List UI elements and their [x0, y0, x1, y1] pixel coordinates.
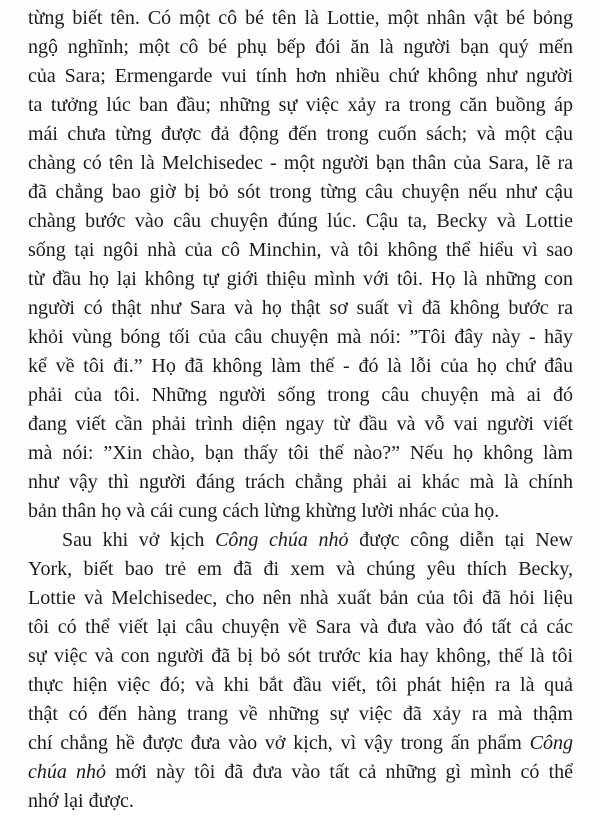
text-line — [28, 787, 573, 816]
text-line — [28, 62, 573, 91]
text-line — [28, 236, 573, 265]
text-segment: chí chẳng hề được đưa vào vở kịch, vì vậy trong ấn phẩm — [28, 732, 530, 754]
text-line — [28, 584, 573, 613]
text-line — [28, 207, 573, 236]
text-line — [28, 410, 573, 439]
text-segment: đang viết cần phải trình diện ngay từ đầu và vỗ vai người viết — [28, 413, 573, 435]
text-line — [28, 439, 573, 468]
text-segment: York, biết bao trẻ em đã đi xem và chúng yêu thích Becky, — [28, 558, 573, 580]
text-segment: kể về tôi đi.” Họ đã không làm thế - đó là lỗi của họ chứ đâu — [28, 355, 573, 377]
text-line — [28, 642, 573, 671]
text-line — [28, 497, 573, 526]
text-line — [28, 758, 573, 787]
text-segment: từ đầu họ lại không tự giới thiệu mình với tôi. Họ là những con — [28, 268, 573, 290]
text-segment: bản thân họ và cái cung cách lừng khừng lười nhác của họ. — [28, 500, 500, 522]
text-line — [28, 178, 573, 207]
text-segment: từng biết tên. Có một cô bé tên là Lottie, một nhân vật bé bỏng — [28, 7, 573, 29]
text-segment: người có thật như Sara và họ thật sơ suất vì đã không bước ra — [28, 297, 573, 319]
text-segment: thật có đến hàng trang về những sự việc đã xảy ra mà thậm — [28, 703, 573, 725]
text-segment: ta tưởng lúc ban đầu; những sự việc xảy ra trong căn buồng áp — [28, 94, 573, 116]
text-segment: khỏi vùng bóng tối của câu chuyện mà nói: ”Tôi đây này - hãy — [28, 326, 573, 348]
text-segment: ngộ nghĩnh; một cô bé phụ bếp đói ăn là người bạn quý mến — [28, 36, 573, 58]
text-segment: Sau khi vở kịch — [62, 529, 216, 551]
page-text — [28, 4, 573, 816]
text-segment: đã chẳng bao giờ bị bỏ sót trong từng câu chuyện nếu như cậu — [28, 181, 573, 203]
text-line — [28, 4, 573, 33]
text-segment: nhớ lại được. — [28, 790, 134, 812]
text-line — [28, 265, 573, 294]
text-segment: Lottie và Melchisedec, cho nên nhà xuất bản của tôi đã hỏi liệu — [28, 587, 573, 609]
text-segment: mái chưa từng được đả động đến trong cuốn sách; và một cậu — [28, 123, 573, 145]
text-line — [28, 729, 573, 758]
text-segment: như vậy thì người đáng trách chẳng phải ai khác mà là chính — [28, 471, 573, 493]
text-line — [28, 91, 573, 120]
text-line — [28, 468, 573, 497]
text-segment: mới này tôi đã đưa vào tất cả những gì mình có thể — [106, 761, 573, 783]
text-line — [28, 33, 573, 62]
book-title-italic: Công chúa nhỏ — [215, 529, 349, 551]
text-line — [28, 294, 573, 323]
text-segment: mà nói: ”Xin chào, bạn thấy tôi thế nào?” Nếu họ không làm — [28, 442, 573, 464]
text-segment: chàng bước vào câu chuyện đúng lúc. Cậu ta, Becky và Lottie — [28, 210, 573, 232]
text-segment: chàng có tên là Melchisedec - một người bạn thân của Sara, lẽ ra — [28, 152, 573, 174]
text-segment: của Sara; Ermengarde vui tính hơn nhiều chứ không như người — [28, 65, 573, 87]
text-line — [28, 671, 573, 700]
text-segment: phải của tôi. Những người sống trong câu chuyện mà ai đó — [28, 384, 573, 406]
text-segment: sống tại ngôi nhà của cô Minchin, và tôi không thể hiểu vì sao — [28, 239, 573, 261]
text-line — [28, 381, 573, 410]
text-segment: thực hiện việc đó; và khi bắt đầu viết, tôi phát hiện ra là quả — [28, 674, 573, 696]
text-line — [28, 323, 573, 352]
text-line — [28, 352, 573, 381]
text-line — [28, 700, 573, 729]
text-line — [28, 555, 573, 584]
book-title-italic: Công — [529, 732, 573, 754]
text-segment: được công diễn tại New — [348, 529, 573, 551]
text-segment: tôi có thể viết lại câu chuyện về Sara và đưa vào đó tất cả các — [28, 616, 573, 638]
text-line — [28, 120, 573, 149]
text-line — [28, 613, 573, 642]
text-line — [28, 526, 573, 555]
book-title-italic: chúa nhỏ — [28, 761, 107, 783]
text-segment: sự việc và con người đã bị bỏ sót trước kia hay không, thế là tôi — [28, 645, 573, 667]
text-line — [28, 149, 573, 178]
